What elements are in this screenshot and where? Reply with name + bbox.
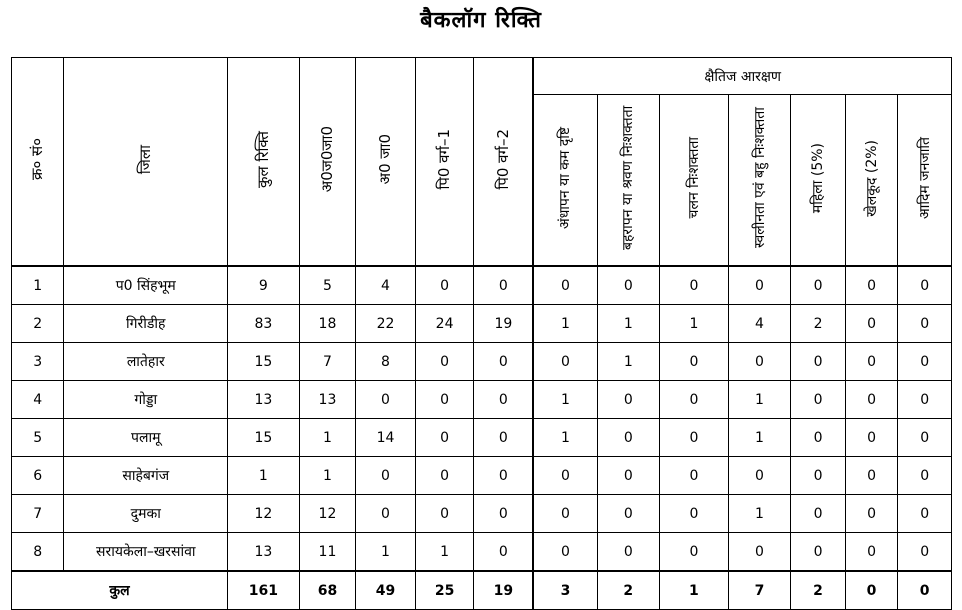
header-women: महिला (5%) [791,95,846,267]
value-cell: 13 [228,533,300,572]
value-cell: 0 [597,381,660,419]
total-cell: 68 [299,571,356,610]
value-cell: 0 [845,305,897,343]
total-cell: 25 [415,571,474,610]
district-cell: सरायकेला–खरसांवा [64,533,228,572]
value-cell: 0 [533,457,597,495]
value-cell: 1 [660,305,729,343]
serial-cell: 8 [12,533,64,572]
value-cell: 0 [415,495,474,533]
serial-cell: 4 [12,381,64,419]
value-cell: 0 [660,533,729,572]
value-cell: 0 [898,419,952,457]
value-cell: 0 [597,266,660,305]
value-cell: 5 [299,266,356,305]
value-cell: 0 [474,419,534,457]
district-cell: गोड्डा [64,381,228,419]
value-cell: 0 [597,495,660,533]
total-cell: 161 [228,571,300,610]
header-primitive-tribe: आदिम जनजाति [898,95,952,267]
district-cell: प0 सिंहभूम [64,266,228,305]
value-cell: 1 [228,457,300,495]
total-cell: 0 [898,571,952,610]
district-cell: लातेहार [64,343,228,381]
value-cell: 7 [299,343,356,381]
total-cell: 49 [356,571,416,610]
table-row [12,457,952,495]
value-cell: 0 [728,457,791,495]
value-cell: 2 [791,305,846,343]
value-cell: 0 [474,457,534,495]
table-body [12,266,952,571]
value-cell: 0 [474,266,534,305]
value-cell: 0 [533,495,597,533]
header-deaf: बहरापन या श्रवण निःशक्तता [597,95,660,267]
value-cell: 0 [356,495,416,533]
value-cell: 0 [415,343,474,381]
serial-cell: 1 [12,266,64,305]
value-cell: 1 [533,381,597,419]
value-cell: 0 [898,381,952,419]
total-cell: 1 [660,571,729,610]
value-cell: 83 [228,305,300,343]
value-cell: 18 [299,305,356,343]
header-horizontal-reservation: क्षैतिज आरक्षण [533,58,951,95]
header-sports: खेलकूद (2%) [845,95,897,267]
value-cell: 0 [533,343,597,381]
value-cell: 0 [474,381,534,419]
total-label: कुल [12,571,228,610]
value-cell: 0 [474,343,534,381]
value-cell: 0 [415,457,474,495]
value-cell: 0 [415,266,474,305]
table-row [12,533,952,572]
value-cell: 1 [356,533,416,572]
value-cell: 8 [356,343,416,381]
value-cell: 0 [660,419,729,457]
value-cell: 13 [228,381,300,419]
value-cell: 0 [660,266,729,305]
header-bc1: पि0 वर्ग–1 [415,58,474,267]
value-cell: 19 [474,305,534,343]
value-cell: 0 [728,533,791,572]
value-cell: 1 [533,305,597,343]
value-cell: 1 [597,343,660,381]
district-cell: दुमका [64,495,228,533]
total-cell: 3 [533,571,597,610]
table-row [12,419,952,457]
value-cell: 1 [299,419,356,457]
value-cell: 0 [415,381,474,419]
district-cell: साहेबगंज [64,457,228,495]
header-locomotor: चलन निःशक्तता [660,95,729,267]
district-cell: गिरीडीह [64,305,228,343]
value-cell: 0 [533,533,597,572]
value-cell: 0 [845,533,897,572]
table-row [12,266,952,305]
value-cell: 15 [228,419,300,457]
header-bc2: पि0 वर्ग–2 [474,58,534,267]
total-cell: 19 [474,571,534,610]
table-row [12,305,952,343]
value-cell: 0 [898,305,952,343]
backlog-vacancy-table [11,57,952,610]
value-cell: 0 [791,533,846,572]
value-cell: 12 [299,495,356,533]
value-cell: 0 [845,419,897,457]
value-cell: 0 [845,457,897,495]
value-cell: 0 [791,495,846,533]
value-cell: 0 [791,419,846,457]
value-cell: 0 [474,495,534,533]
header-district: जिला [64,58,228,267]
value-cell: 0 [791,266,846,305]
value-cell: 0 [898,457,952,495]
value-cell: 0 [660,381,729,419]
value-cell: 0 [845,495,897,533]
value-cell: 0 [597,533,660,572]
value-cell: 0 [898,495,952,533]
value-cell: 1 [415,533,474,572]
value-cell: 0 [845,266,897,305]
total-cell: 2 [791,571,846,610]
value-cell: 0 [791,343,846,381]
value-cell: 12 [228,495,300,533]
total-cell: 7 [728,571,791,610]
value-cell: 9 [228,266,300,305]
value-cell: 0 [845,343,897,381]
value-cell: 15 [228,343,300,381]
value-cell: 0 [597,457,660,495]
value-cell: 0 [898,266,952,305]
header-st: अ0ज0जा0 [299,58,356,267]
value-cell: 0 [415,419,474,457]
serial-cell: 6 [12,457,64,495]
value-cell: 24 [415,305,474,343]
value-cell: 0 [845,381,897,419]
value-cell: 11 [299,533,356,572]
table-row [12,343,952,381]
value-cell: 1 [533,419,597,457]
serial-cell: 5 [12,419,64,457]
value-cell: 0 [660,457,729,495]
value-cell: 0 [660,343,729,381]
serial-cell: 2 [12,305,64,343]
value-cell: 4 [356,266,416,305]
value-cell: 0 [356,381,416,419]
value-cell: 0 [474,533,534,572]
table-row [12,381,952,419]
value-cell: 0 [728,343,791,381]
value-cell: 0 [660,495,729,533]
value-cell: 0 [898,533,952,572]
district-cell: पलामू [64,419,228,457]
value-cell: 1 [728,419,791,457]
value-cell: 0 [533,266,597,305]
header-serial: क्र० सं० [12,58,64,267]
value-cell: 13 [299,381,356,419]
value-cell: 0 [791,457,846,495]
value-cell: 0 [597,419,660,457]
serial-cell: 7 [12,495,64,533]
total-row [12,571,952,610]
header-sc: अ0 जा0 [356,58,416,267]
value-cell: 1 [597,305,660,343]
value-cell: 0 [898,343,952,381]
value-cell: 14 [356,419,416,457]
value-cell: 1 [299,457,356,495]
total-cell: 0 [845,571,897,610]
value-cell: 0 [728,266,791,305]
header-blind: अंधापन या कम दृष्टि [533,95,597,267]
value-cell: 4 [728,305,791,343]
value-cell: 1 [728,381,791,419]
page-title: बैकलॉग रिक्ति [420,8,542,33]
header-total-vacancy: कुल रिक्ति [228,58,300,267]
table-row [12,495,952,533]
value-cell: 0 [356,457,416,495]
value-cell: 22 [356,305,416,343]
header-autism: स्वलीनता एवं बहु निःशक्तता [728,95,791,267]
total-cell: 2 [597,571,660,610]
value-cell: 0 [791,381,846,419]
serial-cell: 3 [12,343,64,381]
value-cell: 1 [728,495,791,533]
